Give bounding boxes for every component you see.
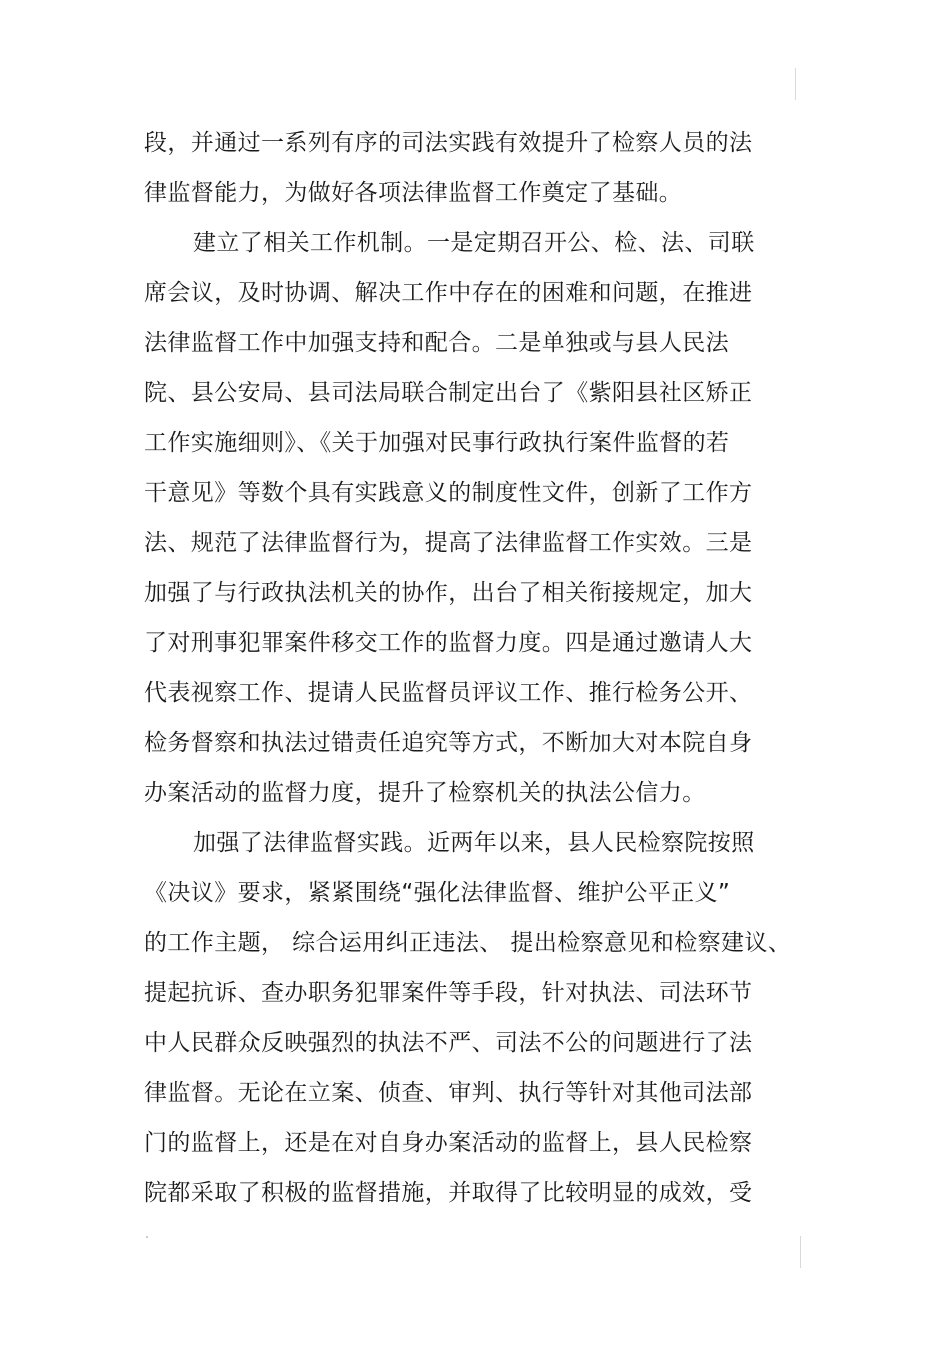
text-line: 办案活动的监督力度，提升了检察机关的执法公信力。: [144, 780, 706, 806]
text-line: 工作实施细则》、《关于加强对民事行政执行案件监督的若: [144, 430, 730, 456]
text-line: 院都采取了积极的监督措施，并取得了比较明显的成效，受: [144, 1180, 753, 1206]
text-line: 提起抗诉、查办职务犯罪案件等手段，针对执法、司法环节: [144, 980, 753, 1006]
page-edge-mark-dot: [146, 1236, 148, 1238]
text-line: 代表视察工作、提请人民监督员评议工作、推行检务公开、: [144, 680, 753, 706]
text-line: 法、规范了法律监督行为，提高了法律监督工作实效。三是: [144, 530, 753, 556]
paragraph-first-line: 建立了相关工作机制。一是定期召开公、检、法、司联: [193, 230, 755, 256]
text-line: 中人民群众反映强烈的执法不严、司法不公的问题进行了法: [144, 1030, 753, 1056]
text-line: 法律监督工作中加强支持和配合。二是单独或与县人民法: [144, 330, 729, 356]
text-line: 席会议，及时协调、解决工作中存在的困难和问题，在推进: [144, 280, 753, 306]
text-line: 门的监督上，还是在对自身办案活动的监督上，县人民检察: [144, 1130, 753, 1156]
text-line: 《决议》要求，紧紧围绕“强化法律监督、维护公平正义”: [144, 880, 731, 906]
text-line: 院、县公安局、县司法局联合制定出台了《紫阳县社区矫正: [144, 380, 753, 406]
text-line: 了对刑事犯罪案件移交工作的监督力度。四是通过邀请人大: [144, 630, 753, 656]
text-line: 段，并通过一系列有序的司法实践有效提升了检察人员的法: [144, 130, 753, 156]
text-line: 律监督能力，为做好各项法律监督工作奠定了基础。: [144, 180, 683, 206]
document-body: [144, 118, 804, 1218]
text-line: 加强了与行政执法机关的协作，出台了相关衔接规定，加大: [144, 580, 753, 606]
page-edge-mark-bottom: [800, 1236, 801, 1268]
page-edge-mark-top: [795, 68, 796, 100]
text-line: 干意见》等数个具有实践意义的制度性文件，创新了工作方: [144, 480, 753, 506]
paragraph-first-line: 加强了法律监督实践。近两年以来，县人民检察院按照: [193, 830, 755, 856]
text-line: 律监督。无论在立案、侦查、审判、执行等针对其他司法部: [144, 1080, 753, 1106]
text-line: 的工作主题， 综合运用纠正违法、 提出检察意见和检察建议、: [144, 930, 792, 956]
text-line: 检务督察和执法过错责任追究等方式，不断加大对本院自身: [144, 730, 753, 756]
